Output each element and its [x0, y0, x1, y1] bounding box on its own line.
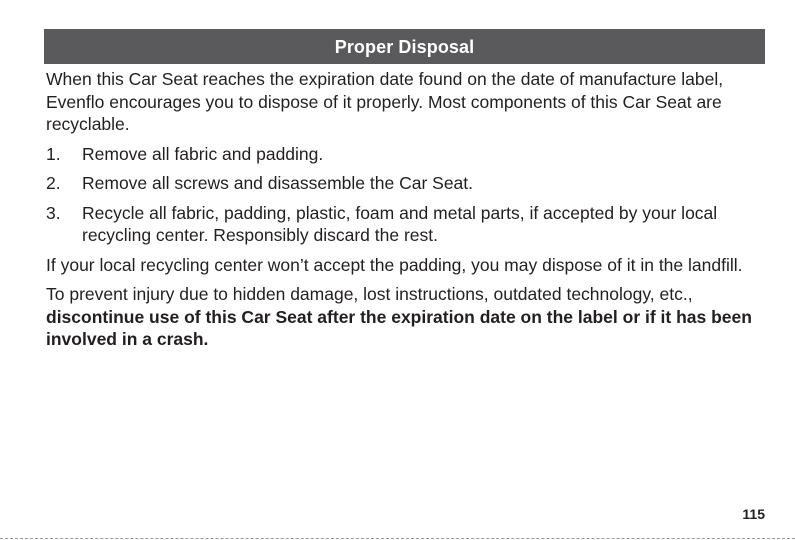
intro-paragraph: When this Car Seat reaches the expiration date found on the date of manufacture label, Evenflo encourages you to dispose of it properly. Most components of this Car Seat are recyclable. [46, 69, 724, 134]
section-title: Proper Disposal [334, 36, 475, 57]
list-item [46, 202, 768, 247]
warning-lead-text: To prevent injury due to hidden damage, lost instructions, outdated technology, etc., [46, 284, 693, 304]
step-number: 2. [46, 173, 61, 193]
step-number: 1. [46, 143, 61, 164]
step-text: Remove all fabric and padding. [82, 143, 324, 164]
step-text: Remove all screws and disassemble the Car Seat. [82, 173, 474, 193]
landfill-paragraph: If your local recycling center won’t accept the padding, you may dispose of it in the landfill. [46, 254, 743, 275]
list-item [46, 172, 768, 195]
footer-rule [0, 538, 795, 539]
list-item [46, 143, 768, 166]
warning-paragraph [46, 283, 768, 351]
step-text: Recycle all fabric, padding, plastic, foam and metal parts, if accepted by your local recycling center. Responsibly discard the rest. [82, 202, 718, 245]
step-number: 3. [46, 202, 61, 223]
warning-bold-text: discontinue use of this Car Seat after the expiration date on the label or if it has been involved in a crash. [46, 306, 752, 349]
section-header-bar [44, 29, 765, 64]
page-content [46, 68, 768, 358]
disposal-steps-list [46, 143, 768, 247]
page-number: 115 [742, 506, 765, 522]
